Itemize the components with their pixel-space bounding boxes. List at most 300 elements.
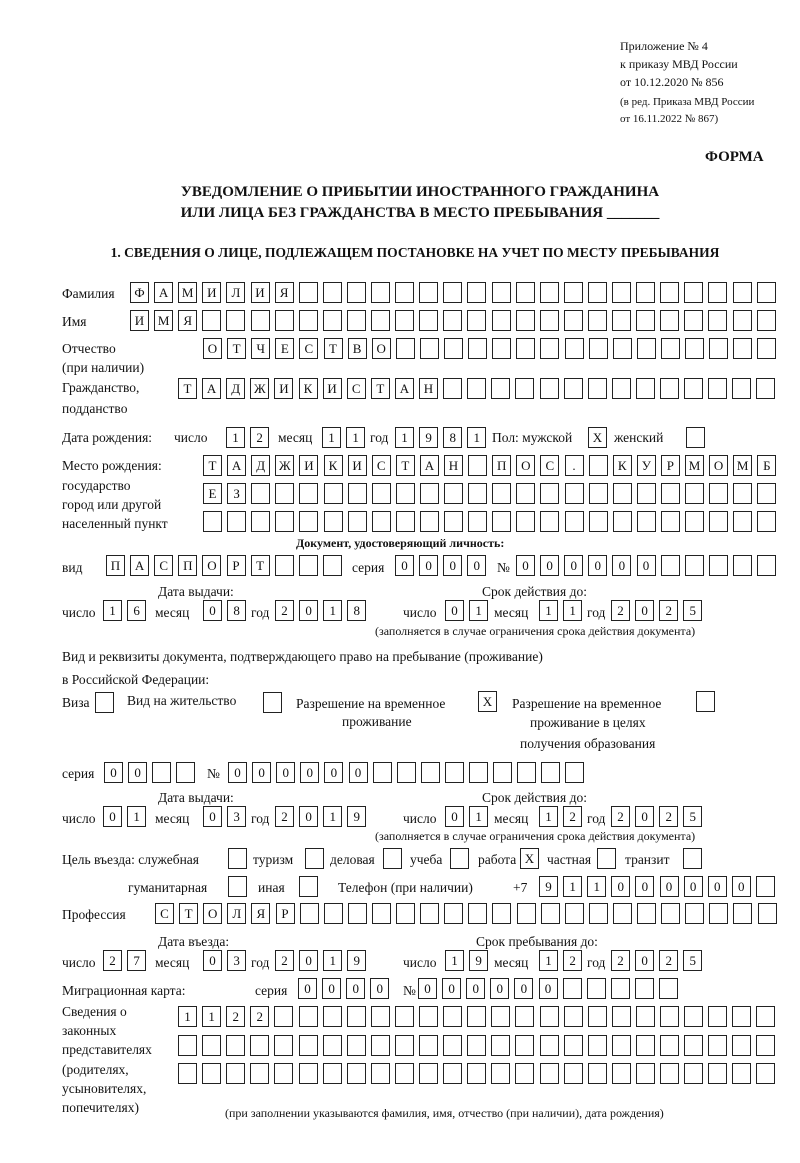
cell-reps2[interactable] <box>371 1035 390 1056</box>
cell-profession[interactable] <box>637 903 656 924</box>
cell-id-number[interactable] <box>757 555 776 576</box>
cell-reps1[interactable] <box>467 1006 486 1027</box>
cell-name[interactable] <box>612 310 631 331</box>
cell-reps1[interactable] <box>491 1006 510 1027</box>
cell-reps3[interactable] <box>467 1063 486 1084</box>
cell-reps2[interactable] <box>202 1035 221 1056</box>
cell-rd-issue-day[interactable]: 0 <box>103 806 122 827</box>
cell-surname[interactable] <box>733 282 752 303</box>
cell-reps3[interactable] <box>540 1063 559 1084</box>
checkbox-p-service[interactable] <box>228 848 247 869</box>
cell-citizenship[interactable] <box>540 378 559 399</box>
cell-surname[interactable] <box>492 282 511 303</box>
cell-rd-number[interactable]: 0 <box>324 762 343 783</box>
cell-reps1[interactable] <box>540 1006 559 1027</box>
cell-reps2[interactable] <box>540 1035 559 1056</box>
cell-pob1[interactable]: И <box>299 455 318 476</box>
cell-surname[interactable] <box>347 282 366 303</box>
cell-citizenship[interactable] <box>588 378 607 399</box>
cell-patronymic[interactable]: О <box>372 338 391 359</box>
cell-dob-year[interactable]: 1 <box>467 427 486 448</box>
cell-reps1[interactable] <box>756 1006 775 1027</box>
cell-reps1[interactable] <box>684 1006 703 1027</box>
cell-name[interactable] <box>419 310 438 331</box>
cell-rd-issue-day[interactable]: 1 <box>127 806 146 827</box>
cell-mc-number[interactable]: 0 <box>442 978 461 999</box>
cell-id-kind[interactable]: А <box>130 555 149 576</box>
cell-profession[interactable]: Л <box>227 903 246 924</box>
cell-name[interactable] <box>708 310 727 331</box>
cell-pob2[interactable] <box>492 483 511 504</box>
cell-rd-number[interactable] <box>373 762 392 783</box>
cell-rd-number[interactable]: 0 <box>252 762 271 783</box>
cell-reps3[interactable] <box>274 1063 293 1084</box>
checkbox-p-tourism[interactable] <box>305 848 324 869</box>
cell-reps1[interactable] <box>274 1006 293 1027</box>
cell-patronymic[interactable] <box>589 338 608 359</box>
cell-pob3[interactable] <box>420 511 439 532</box>
cell-patronymic[interactable] <box>733 338 752 359</box>
cell-pob2[interactable] <box>324 483 343 504</box>
cell-name[interactable] <box>588 310 607 331</box>
cell-patronymic[interactable]: С <box>299 338 318 359</box>
cell-reps2[interactable] <box>250 1035 269 1056</box>
cell-pob3[interactable] <box>540 511 559 532</box>
cell-surname[interactable] <box>371 282 390 303</box>
cell-reps1[interactable] <box>371 1006 390 1027</box>
cell-mc-series[interactable]: 0 <box>298 978 317 999</box>
cell-rd-number[interactable] <box>565 762 584 783</box>
cell-reps1[interactable] <box>347 1006 366 1027</box>
cell-id-kind[interactable]: О <box>202 555 221 576</box>
cell-entry-month[interactable]: 0 <box>203 950 222 971</box>
cell-rd-number[interactable]: 0 <box>349 762 368 783</box>
cell-profession[interactable] <box>709 903 728 924</box>
cell-surname[interactable]: Ф <box>130 282 149 303</box>
cell-pob1[interactable]: А <box>227 455 246 476</box>
cell-stay-year[interactable]: 5 <box>683 950 702 971</box>
cell-reps3[interactable] <box>684 1063 703 1084</box>
cell-id-issue-month[interactable]: 0 <box>203 600 222 621</box>
cell-reps1[interactable] <box>515 1006 534 1027</box>
cell-reps3[interactable] <box>612 1063 631 1084</box>
cell-name[interactable] <box>684 310 703 331</box>
cell-pob1[interactable]: Т <box>203 455 222 476</box>
checkbox-sex-female[interactable] <box>686 427 705 448</box>
cell-mc-number[interactable]: 0 <box>418 978 437 999</box>
cell-name[interactable] <box>467 310 486 331</box>
checkbox-p-study[interactable] <box>450 848 469 869</box>
cell-citizenship[interactable] <box>612 378 631 399</box>
cell-entry-day[interactable]: 2 <box>103 950 122 971</box>
cell-reps2[interactable] <box>636 1035 655 1056</box>
cell-pob2[interactable] <box>516 483 535 504</box>
cell-reps2[interactable] <box>419 1035 438 1056</box>
cell-pob2[interactable] <box>661 483 680 504</box>
cell-surname[interactable]: М <box>178 282 197 303</box>
cell-dob-year[interactable]: 1 <box>395 427 414 448</box>
cell-reps1[interactable]: 1 <box>202 1006 221 1027</box>
cell-name[interactable] <box>516 310 535 331</box>
cell-reps3[interactable] <box>323 1063 342 1084</box>
cell-id-valid-month[interactable]: 1 <box>539 600 558 621</box>
cell-pob1[interactable] <box>589 455 608 476</box>
cell-id-number[interactable]: 0 <box>516 555 535 576</box>
cell-profession[interactable] <box>541 903 560 924</box>
cell-reps2[interactable] <box>684 1035 703 1056</box>
cell-rd-valid-year[interactable]: 0 <box>635 806 654 827</box>
cell-pob2[interactable] <box>299 483 318 504</box>
cell-id-kind[interactable]: Т <box>251 555 270 576</box>
cell-pob2[interactable] <box>396 483 415 504</box>
cell-surname[interactable] <box>684 282 703 303</box>
cell-reps2[interactable] <box>732 1035 751 1056</box>
cell-dob-day[interactable]: 1 <box>226 427 245 448</box>
cell-id-valid-day[interactable]: 1 <box>469 600 488 621</box>
cell-id-issue-day[interactable]: 6 <box>127 600 146 621</box>
cell-mc-number[interactable] <box>563 978 582 999</box>
cell-pob1[interactable]: Т <box>396 455 415 476</box>
cell-pob1[interactable]: С <box>540 455 559 476</box>
cell-profession[interactable] <box>348 903 367 924</box>
cell-id-kind[interactable] <box>275 555 294 576</box>
cell-citizenship[interactable]: И <box>274 378 293 399</box>
cell-id-number[interactable] <box>685 555 704 576</box>
cell-rd-issue-year[interactable]: 9 <box>347 806 366 827</box>
cell-reps3[interactable] <box>515 1063 534 1084</box>
cell-name[interactable] <box>275 310 294 331</box>
cell-rd-valid-month[interactable]: 1 <box>539 806 558 827</box>
cell-patronymic[interactable] <box>516 338 535 359</box>
cell-surname[interactable] <box>564 282 583 303</box>
cell-surname[interactable]: И <box>251 282 270 303</box>
cell-profession[interactable] <box>300 903 319 924</box>
cell-citizenship[interactable] <box>467 378 486 399</box>
cell-rd-valid-day[interactable]: 1 <box>469 806 488 827</box>
cell-pob3[interactable] <box>396 511 415 532</box>
cell-citizenship[interactable]: И <box>323 378 342 399</box>
cell-profession[interactable] <box>517 903 536 924</box>
cell-reps3[interactable] <box>491 1063 510 1084</box>
cell-entry-day[interactable]: 7 <box>127 950 146 971</box>
cell-citizenship[interactable]: Н <box>419 378 438 399</box>
cell-pob1[interactable]: . <box>565 455 584 476</box>
cell-profession[interactable] <box>661 903 680 924</box>
cell-citizenship[interactable]: А <box>202 378 221 399</box>
cell-pob1[interactable]: К <box>613 455 632 476</box>
cell-reps3[interactable] <box>732 1063 751 1084</box>
cell-rd-series[interactable] <box>152 762 171 783</box>
cell-pob3[interactable] <box>661 511 680 532</box>
cell-pob1[interactable]: М <box>733 455 752 476</box>
cell-patronymic[interactable] <box>565 338 584 359</box>
cell-pob1[interactable]: О <box>516 455 535 476</box>
cell-patronymic[interactable]: Е <box>275 338 294 359</box>
cell-stay-year[interactable]: 2 <box>659 950 678 971</box>
cell-dob-day[interactable]: 2 <box>250 427 269 448</box>
cell-rd-valid-year[interactable]: 2 <box>611 806 630 827</box>
cell-id-kind[interactable] <box>299 555 318 576</box>
cell-citizenship[interactable]: Ж <box>250 378 269 399</box>
cell-rd-number[interactable] <box>493 762 512 783</box>
cell-reps3[interactable] <box>347 1063 366 1084</box>
cell-patronymic[interactable] <box>540 338 559 359</box>
cell-reps1[interactable]: 2 <box>250 1006 269 1027</box>
cell-pob2[interactable] <box>372 483 391 504</box>
cell-rd-number[interactable]: 0 <box>276 762 295 783</box>
cell-reps2[interactable] <box>226 1035 245 1056</box>
cell-profession[interactable] <box>758 903 777 924</box>
cell-rd-series[interactable]: 0 <box>104 762 123 783</box>
cell-surname[interactable]: Л <box>226 282 245 303</box>
cell-pob1[interactable]: Б <box>757 455 776 476</box>
cell-entry-year[interactable]: 0 <box>299 950 318 971</box>
cell-mc-number[interactable]: 0 <box>466 978 485 999</box>
cell-pob2[interactable]: Е <box>203 483 222 504</box>
checkbox-residence[interactable] <box>263 692 282 713</box>
cell-reps2[interactable] <box>347 1035 366 1056</box>
cell-reps1[interactable] <box>708 1006 727 1027</box>
cell-profession[interactable]: Р <box>276 903 295 924</box>
cell-patronymic[interactable] <box>444 338 463 359</box>
cell-rd-number[interactable] <box>421 762 440 783</box>
cell-reps1[interactable] <box>588 1006 607 1027</box>
cell-phone[interactable]: 1 <box>587 876 606 897</box>
cell-pob1[interactable]: Р <box>661 455 680 476</box>
cell-name[interactable] <box>226 310 245 331</box>
cell-id-valid-day[interactable]: 0 <box>445 600 464 621</box>
cell-rd-number[interactable] <box>397 762 416 783</box>
cell-phone[interactable]: 1 <box>563 876 582 897</box>
cell-reps1[interactable]: 1 <box>178 1006 197 1027</box>
cell-id-valid-year[interactable]: 0 <box>635 600 654 621</box>
cell-pob2[interactable] <box>444 483 463 504</box>
cell-id-number[interactable]: 0 <box>612 555 631 576</box>
cell-pob2[interactable] <box>275 483 294 504</box>
cell-reps3[interactable] <box>178 1063 197 1084</box>
cell-stay-day[interactable]: 9 <box>469 950 488 971</box>
cell-rd-series[interactable] <box>176 762 195 783</box>
cell-pob1[interactable]: У <box>637 455 656 476</box>
cell-reps1[interactable] <box>612 1006 631 1027</box>
cell-rd-series[interactable]: 0 <box>128 762 147 783</box>
cell-pob1[interactable]: О <box>709 455 728 476</box>
cell-mc-series[interactable]: 0 <box>346 978 365 999</box>
checkbox-p-work[interactable]: X <box>520 848 539 869</box>
cell-patronymic[interactable] <box>396 338 415 359</box>
cell-reps1[interactable] <box>395 1006 414 1027</box>
cell-patronymic[interactable] <box>492 338 511 359</box>
cell-reps2[interactable] <box>708 1035 727 1056</box>
cell-reps3[interactable] <box>226 1063 245 1084</box>
cell-pob2[interactable] <box>637 483 656 504</box>
cell-phone[interactable]: 0 <box>635 876 654 897</box>
cell-pob3[interactable] <box>685 511 704 532</box>
cell-surname[interactable]: И <box>202 282 221 303</box>
cell-name[interactable] <box>395 310 414 331</box>
cell-profession[interactable]: Т <box>179 903 198 924</box>
cell-pob2[interactable] <box>348 483 367 504</box>
cell-citizenship[interactable] <box>491 378 510 399</box>
cell-id-series[interactable]: 0 <box>395 555 414 576</box>
cell-surname[interactable] <box>588 282 607 303</box>
cell-reps2[interactable] <box>299 1035 318 1056</box>
cell-citizenship[interactable] <box>732 378 751 399</box>
cell-pob1[interactable]: Н <box>444 455 463 476</box>
cell-mc-series[interactable]: 0 <box>370 978 389 999</box>
cell-surname[interactable] <box>443 282 462 303</box>
cell-citizenship[interactable] <box>636 378 655 399</box>
cell-mc-number[interactable] <box>587 978 606 999</box>
cell-pob1[interactable]: К <box>324 455 343 476</box>
cell-dob-month[interactable]: 1 <box>346 427 365 448</box>
cell-reps3[interactable] <box>250 1063 269 1084</box>
cell-pob2[interactable]: З <box>227 483 246 504</box>
cell-mc-number[interactable]: 0 <box>514 978 533 999</box>
cell-pob3[interactable] <box>709 511 728 532</box>
cell-pob3[interactable] <box>757 511 776 532</box>
cell-profession[interactable] <box>565 903 584 924</box>
cell-name[interactable]: И <box>130 310 149 331</box>
cell-pob3[interactable] <box>516 511 535 532</box>
cell-name[interactable] <box>564 310 583 331</box>
cell-name[interactable] <box>492 310 511 331</box>
cell-pob2[interactable] <box>613 483 632 504</box>
cell-pob3[interactable] <box>203 511 222 532</box>
cell-pob3[interactable] <box>589 511 608 532</box>
cell-id-number[interactable] <box>709 555 728 576</box>
cell-name[interactable] <box>540 310 559 331</box>
cell-stay-year[interactable]: 2 <box>611 950 630 971</box>
cell-reps3[interactable] <box>564 1063 583 1084</box>
cell-surname[interactable] <box>660 282 679 303</box>
cell-pob3[interactable] <box>733 511 752 532</box>
cell-pob2[interactable] <box>709 483 728 504</box>
cell-rd-number[interactable] <box>469 762 488 783</box>
cell-rd-issue-year[interactable]: 2 <box>275 806 294 827</box>
cell-id-kind[interactable] <box>323 555 342 576</box>
cell-dob-year[interactable]: 9 <box>419 427 438 448</box>
cell-id-issue-year[interactable]: 1 <box>323 600 342 621</box>
cell-reps2[interactable] <box>274 1035 293 1056</box>
cell-citizenship[interactable]: С <box>347 378 366 399</box>
cell-surname[interactable] <box>612 282 631 303</box>
cell-pob1[interactable]: П <box>492 455 511 476</box>
cell-rd-number[interactable] <box>517 762 536 783</box>
cell-phone[interactable]: 0 <box>684 876 703 897</box>
cell-patronymic[interactable]: В <box>348 338 367 359</box>
cell-name[interactable] <box>347 310 366 331</box>
cell-citizenship[interactable]: А <box>395 378 414 399</box>
cell-mc-number[interactable]: 0 <box>539 978 558 999</box>
cell-reps2[interactable] <box>491 1035 510 1056</box>
cell-citizenship[interactable] <box>660 378 679 399</box>
cell-surname[interactable] <box>757 282 776 303</box>
cell-citizenship[interactable]: Т <box>371 378 390 399</box>
cell-citizenship[interactable]: К <box>299 378 318 399</box>
cell-pob1[interactable]: Ж <box>275 455 294 476</box>
cell-rd-issue-month[interactable]: 0 <box>203 806 222 827</box>
cell-patronymic[interactable]: О <box>203 338 222 359</box>
cell-id-number[interactable]: 0 <box>540 555 559 576</box>
cell-rd-number[interactable]: 0 <box>300 762 319 783</box>
cell-pob2[interactable] <box>589 483 608 504</box>
cell-reps3[interactable] <box>371 1063 390 1084</box>
cell-dob-year[interactable]: 8 <box>443 427 462 448</box>
cell-citizenship[interactable]: Т <box>178 378 197 399</box>
cell-pob3[interactable] <box>348 511 367 532</box>
cell-reps1[interactable] <box>564 1006 583 1027</box>
cell-profession[interactable]: С <box>155 903 174 924</box>
cell-name[interactable] <box>757 310 776 331</box>
cell-surname[interactable] <box>540 282 559 303</box>
cell-profession[interactable] <box>420 903 439 924</box>
checkbox-p-humanitarian[interactable] <box>228 876 247 897</box>
cell-id-number[interactable] <box>661 555 680 576</box>
cell-id-issue-year[interactable]: 2 <box>275 600 294 621</box>
cell-patronymic[interactable] <box>613 338 632 359</box>
cell-rd-number[interactable] <box>541 762 560 783</box>
cell-citizenship[interactable] <box>684 378 703 399</box>
cell-name[interactable] <box>299 310 318 331</box>
cell-reps2[interactable] <box>612 1035 631 1056</box>
cell-citizenship[interactable] <box>708 378 727 399</box>
cell-reps2[interactable] <box>660 1035 679 1056</box>
cell-patronymic[interactable] <box>757 338 776 359</box>
cell-patronymic[interactable] <box>468 338 487 359</box>
cell-surname[interactable] <box>323 282 342 303</box>
cell-id-issue-year[interactable]: 8 <box>347 600 366 621</box>
cell-pob1[interactable]: И <box>348 455 367 476</box>
cell-phone[interactable]: 0 <box>732 876 751 897</box>
cell-phone[interactable] <box>756 876 775 897</box>
cell-patronymic[interactable]: Т <box>227 338 246 359</box>
cell-pob2[interactable] <box>420 483 439 504</box>
cell-entry-year[interactable]: 2 <box>275 950 294 971</box>
cell-reps2[interactable] <box>588 1035 607 1056</box>
cell-stay-month[interactable]: 1 <box>539 950 558 971</box>
cell-id-number[interactable]: 0 <box>564 555 583 576</box>
cell-patronymic[interactable] <box>637 338 656 359</box>
cell-id-kind[interactable]: П <box>178 555 197 576</box>
cell-pob1[interactable]: С <box>372 455 391 476</box>
cell-pob1[interactable]: А <box>420 455 439 476</box>
cell-reps3[interactable] <box>636 1063 655 1084</box>
cell-citizenship[interactable] <box>443 378 462 399</box>
cell-reps2[interactable] <box>395 1035 414 1056</box>
cell-profession[interactable] <box>396 903 415 924</box>
cell-reps1[interactable] <box>419 1006 438 1027</box>
cell-phone[interactable]: 9 <box>539 876 558 897</box>
cell-rd-valid-year[interactable]: 5 <box>683 806 702 827</box>
cell-pob2[interactable] <box>540 483 559 504</box>
cell-pob3[interactable] <box>565 511 584 532</box>
cell-patronymic[interactable]: Т <box>324 338 343 359</box>
cell-pob3[interactable] <box>299 511 318 532</box>
cell-id-number[interactable] <box>733 555 752 576</box>
cell-name[interactable] <box>371 310 390 331</box>
cell-surname[interactable] <box>516 282 535 303</box>
cell-id-issue-month[interactable]: 8 <box>227 600 246 621</box>
cell-pob2[interactable] <box>757 483 776 504</box>
cell-mc-number[interactable] <box>611 978 630 999</box>
cell-reps1[interactable] <box>443 1006 462 1027</box>
cell-reps2[interactable] <box>178 1035 197 1056</box>
cell-reps3[interactable] <box>588 1063 607 1084</box>
cell-mc-number[interactable] <box>635 978 654 999</box>
cell-id-kind[interactable]: С <box>154 555 173 576</box>
cell-id-series[interactable]: 0 <box>467 555 486 576</box>
